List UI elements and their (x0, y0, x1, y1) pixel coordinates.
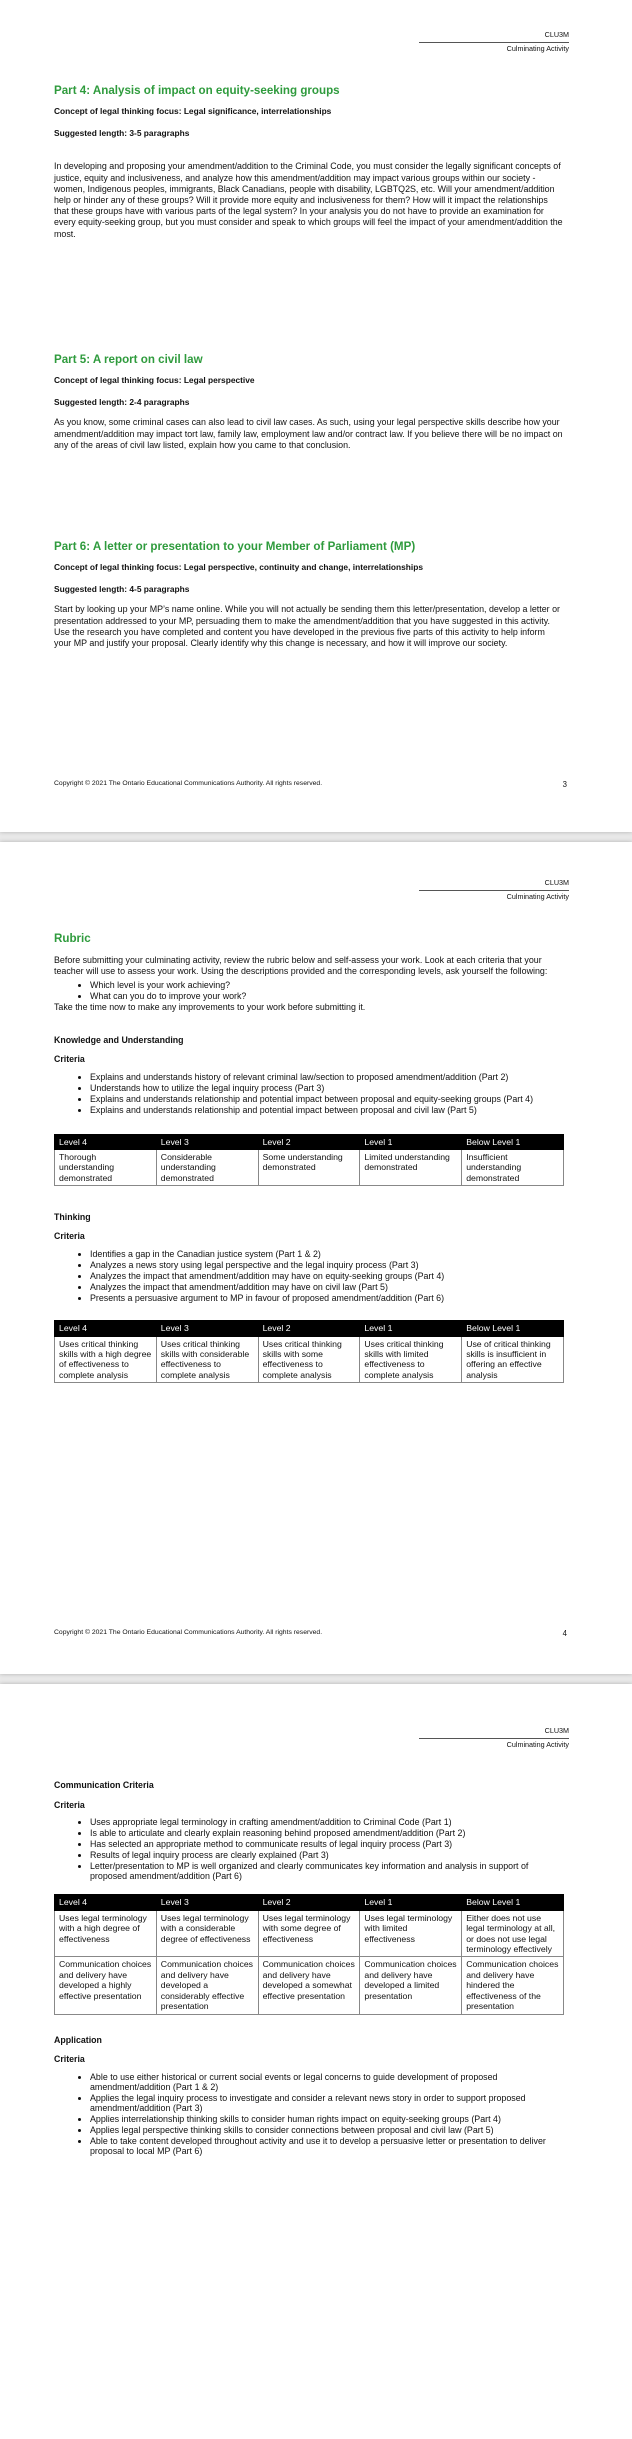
application-criteria-list (54, 2072, 564, 2157)
ku-criteria-label: Criteria (54, 1054, 85, 1065)
list-item: • Analyzes a news story using legal perspective and the legal inquiry process (Part 3) (90, 1260, 564, 1270)
table-cell: Some understanding demonstrated (258, 1149, 360, 1185)
list-item: • What can you do to improve your work? (90, 991, 564, 1001)
level-2-header: Level 2 (258, 1134, 360, 1149)
table-cell: Communication choices and delivery have developed a highly effective presentation (55, 1957, 157, 2014)
header-rule (419, 1738, 569, 1739)
table-header-row (55, 1321, 564, 1336)
level-1-header: Level 1 (360, 1134, 462, 1149)
table-cell: Thorough understanding demonstrated (55, 1149, 157, 1185)
part4-body: In developing and proposing your amendment/addition to the Criminal Code, you must consider the legally significant concepts of justice, equity and inclusiveness, and analyze how this amendment/addition may impact various groups within our society - women, Indigenous peoples, immigrants, Black Canadians, people with disability, LGBTQ2S, etc. Will your amendment/addition help or hinder any of these groups? Will it provide more equity and inclusiveness for them? How will it impact the relationships that these groups have with various parts of the legal system? In your analysis you do not have to provide an examination for every equity-seeking group, but you must consider and speak to which groups will feel the impact of your amendment/addition the most. (54, 161, 563, 239)
page-number: 4 (562, 1629, 567, 1638)
below-level-1-header: Below Level 1 (462, 1321, 564, 1336)
table-cell: Uses legal terminology with some degree of effectiveness (258, 1910, 360, 1957)
document-page-3 (0, 0, 632, 832)
ku-title: Knowledge and Understanding (54, 1035, 184, 1046)
communication-section (54, 1780, 564, 2157)
level-2-header: Level 2 (258, 1321, 360, 1336)
list-item: • Explains and understands relationship and potential impact between proposal and civil law (Part 5) (90, 1105, 564, 1115)
table-cell: Uses legal terminology with limited effectiveness (360, 1910, 462, 1957)
level-3-header: Level 3 (156, 1321, 258, 1336)
level-4-header: Level 4 (55, 1321, 157, 1336)
header-subtitle: Culminating Activity (506, 892, 569, 901)
table-cell: Uses critical thinking skills with some effectiveness to complete analysis (258, 1336, 360, 1383)
rubric-intro: Before submitting your culminating activity, review the rubric below and self-assess your work. Look at each criteria that your teacher will use to assess your work. Using the descriptions provided and the corresponding levels, ask yourself the following: (54, 955, 548, 977)
thinking-title: Thinking (54, 1212, 91, 1223)
list-item: • Applies interrelationship thinking skills to consider human rights impact on equity-seeking groups (Part 4) (90, 2114, 564, 2124)
table-cell: Uses critical thinking skills with limited effectiveness to complete analysis (360, 1336, 462, 1383)
footer-copyright: Copyright © 2021 The Ontario Educational Communications Authority. All rights reserved. (54, 1629, 323, 1636)
list-item: • Applies the legal inquiry process to investigate and consider a relevant news story in order to support proposed amendment/addition (Part 3) (90, 2093, 564, 2114)
list-item: • Which level is your work achieving? (90, 980, 564, 990)
table-cell: Communication choices and delivery have developed a somewhat effective presentation (258, 1957, 360, 2014)
course-code: CLU3M (544, 30, 569, 39)
below-level-1-header: Below Level 1 (462, 1134, 564, 1149)
header-rule (419, 890, 569, 891)
header-subtitle: Culminating Activity (506, 44, 569, 53)
part5-focus: Concept of legal thinking focus: Legal perspective (54, 375, 255, 385)
part6-title: Part 6: A letter or presentation to your Member of Parliament (MP) (54, 540, 416, 553)
thinking-criteria-label: Criteria (54, 1231, 85, 1242)
list-item: • Analyzes the impact that amendment/addition may have on equity-seeking groups (Part 4) (90, 1271, 564, 1281)
table-cell: Communication choices and delivery have developed a considerably effective presentation (156, 1957, 258, 2014)
table-header-row (55, 1895, 564, 1910)
part6-focus: Concept of legal thinking focus: Legal perspective, continuity and change, interrelationships (54, 562, 424, 572)
table-header-row (55, 1134, 564, 1149)
below-level-1-header: Below Level 1 (462, 1895, 564, 1910)
list-item: • Able to take content developed throughout activity and use it to develop a persuasive letter or presentation to deliver proposal to local MP (Part 6) (90, 2136, 564, 2157)
page-number: 3 (562, 780, 567, 789)
table-row (55, 1957, 564, 2014)
part4-section (54, 84, 564, 240)
document-page-5 (0, 1684, 632, 2439)
communication-criteria-list (54, 1817, 564, 1881)
table-cell: Insufficient understanding demonstrated (462, 1149, 564, 1185)
part4-length: Suggested length: 3-5 paragraphs (54, 128, 190, 139)
list-item: • Presents a persuasive argument to MP in favour of proposed amendment/addition (Part 6) (90, 1293, 564, 1303)
page-header (419, 30, 569, 54)
table-cell: Either does not use legal terminology at all, or does not use legal terminology effectively (462, 1910, 564, 1957)
level-4-header: Level 4 (55, 1895, 157, 1910)
footer-copyright: Copyright © 2021 The Ontario Educational Communications Authority. All rights reserved. (54, 780, 323, 787)
document-page-4 (0, 842, 632, 1674)
table-cell: Use of critical thinking skills is insufficient in offering an effective analysis (462, 1336, 564, 1383)
table-cell: Communication choices and delivery have developed a limited presentation (360, 1957, 462, 2014)
table-cell: Limited understanding demonstrated (360, 1149, 462, 1185)
part4-title: Part 4: Analysis of impact on equity-seeking groups (54, 84, 340, 97)
application-criteria-label: Criteria (54, 2053, 85, 2064)
header-rule (419, 42, 569, 43)
course-code: CLU3M (544, 1726, 569, 1735)
ku-criteria-list (54, 1072, 564, 1115)
table-cell: Considerable understanding demonstrated (156, 1149, 258, 1185)
list-item: • Uses appropriate legal terminology in crafting amendment/addition to Criminal Code (Part 1) (90, 1817, 564, 1827)
communication-rubric-table (54, 1894, 564, 2014)
application-title: Application (54, 2034, 102, 2045)
part5-body: As you know, some criminal cases can also lead to civil law cases. As such, using your legal perspective skills describe how your amendment/addition may impact tort law, family law, employment law and/or contract law. If you believe there will be no impact on any of the areas of civil law listed, explain how you came to that conclusion. (54, 417, 563, 450)
table-row (55, 1910, 564, 1957)
page-header (419, 878, 569, 902)
table-cell: Uses legal terminology with a high degree of effectiveness (55, 1910, 157, 1957)
thinking-criteria-list (54, 1249, 564, 1303)
level-3-header: Level 3 (156, 1895, 258, 1910)
part6-length: Suggested length: 4-5 paragraphs (54, 584, 190, 595)
table-cell: Uses critical thinking skills with a high degree of effectiveness to complete analysis (55, 1336, 157, 1383)
page-header (419, 1726, 569, 1750)
list-item: • Analyzes the impact that amendment/addition may have on civil law (Part 5) (90, 1282, 564, 1292)
level-1-header: Level 1 (360, 1321, 462, 1336)
list-item: • Identifies a gap in the Canadian justice system (Part 1 & 2) (90, 1249, 564, 1259)
part5-title: Part 5: A report on civil law (54, 353, 203, 366)
list-item: • Results of legal inquiry process are clearly explained (Part 3) (90, 1850, 564, 1860)
part6-body: Start by looking up your MP’s name online. While you will not actually be sending them this letter/presentation, develop a letter or presentation addressed to your MP, persuading them to make the amendment/addition that you have suggested in this activity. Use the research you have completed and content you have developed in the previous five parts of this activity to help inform your MP and justify your proposal. Clearly identify why this change is necessary, and how it will improve our society. (54, 604, 560, 649)
reflection-questions (54, 980, 564, 1001)
communication-title: Communication Criteria (54, 1780, 154, 1790)
level-3-header: Level 3 (156, 1134, 258, 1149)
course-code: CLU3M (544, 878, 569, 887)
list-item: • Applies legal perspective thinking skills to consider connections between proposal and civil law (Part 5) (90, 2125, 564, 2135)
table-row (55, 1336, 564, 1383)
table-row (55, 1149, 564, 1185)
part4-focus: Concept of legal thinking focus: Legal significance, interrelationships (54, 106, 332, 116)
part6-section (54, 540, 564, 649)
communication-criteria-label: Criteria (54, 1800, 85, 1810)
list-item: • Has selected an appropriate method to communicate results of legal inquiry process (Part 3) (90, 1839, 564, 1849)
level-1-header: Level 1 (360, 1895, 462, 1910)
rubric-title: Rubric (54, 932, 91, 945)
rubric-closing: Take the time now to make any improvements to your work before submitting it. (54, 1002, 366, 1013)
table-cell: Uses critical thinking skills with considerable effectiveness to complete analysis (156, 1336, 258, 1383)
table-cell: Communication choices and delivery have hindered the effectiveness of the presentation (462, 1957, 564, 2014)
list-item: • Explains and understands history of relevant criminal law/section to proposed amendment/addition (Part 2) (90, 1072, 564, 1082)
rubric-section (54, 932, 564, 1383)
list-item: • Explains and understands relationship and potential impact between proposal and equity-seeking groups (Part 4) (90, 1094, 564, 1104)
ku-rubric-table (54, 1134, 564, 1187)
list-item: • Letter/presentation to MP is well organized and clearly communicates key information and analysis in support of proposed amendment/addition (Part 6) (90, 1861, 564, 1882)
list-item: • Is able to articulate and clearly explain reasoning behind proposed amendment/addition (Part 2) (90, 1828, 564, 1838)
level-2-header: Level 2 (258, 1895, 360, 1910)
header-subtitle: Culminating Activity (506, 1740, 569, 1749)
part5-length: Suggested length: 2-4 paragraphs (54, 397, 190, 408)
thinking-rubric-table (54, 1320, 564, 1383)
part5-section (54, 353, 564, 451)
level-4-header: Level 4 (55, 1134, 157, 1149)
table-cell: Uses legal terminology with a considerable degree of effectiveness (156, 1910, 258, 1957)
list-item: • Able to use either historical or current social events or legal concerns to guide development of proposed amendment/addition (Part 1 & 2) (90, 2072, 564, 2093)
list-item: • Understands how to utilize the legal inquiry process (Part 3) (90, 1083, 564, 1093)
